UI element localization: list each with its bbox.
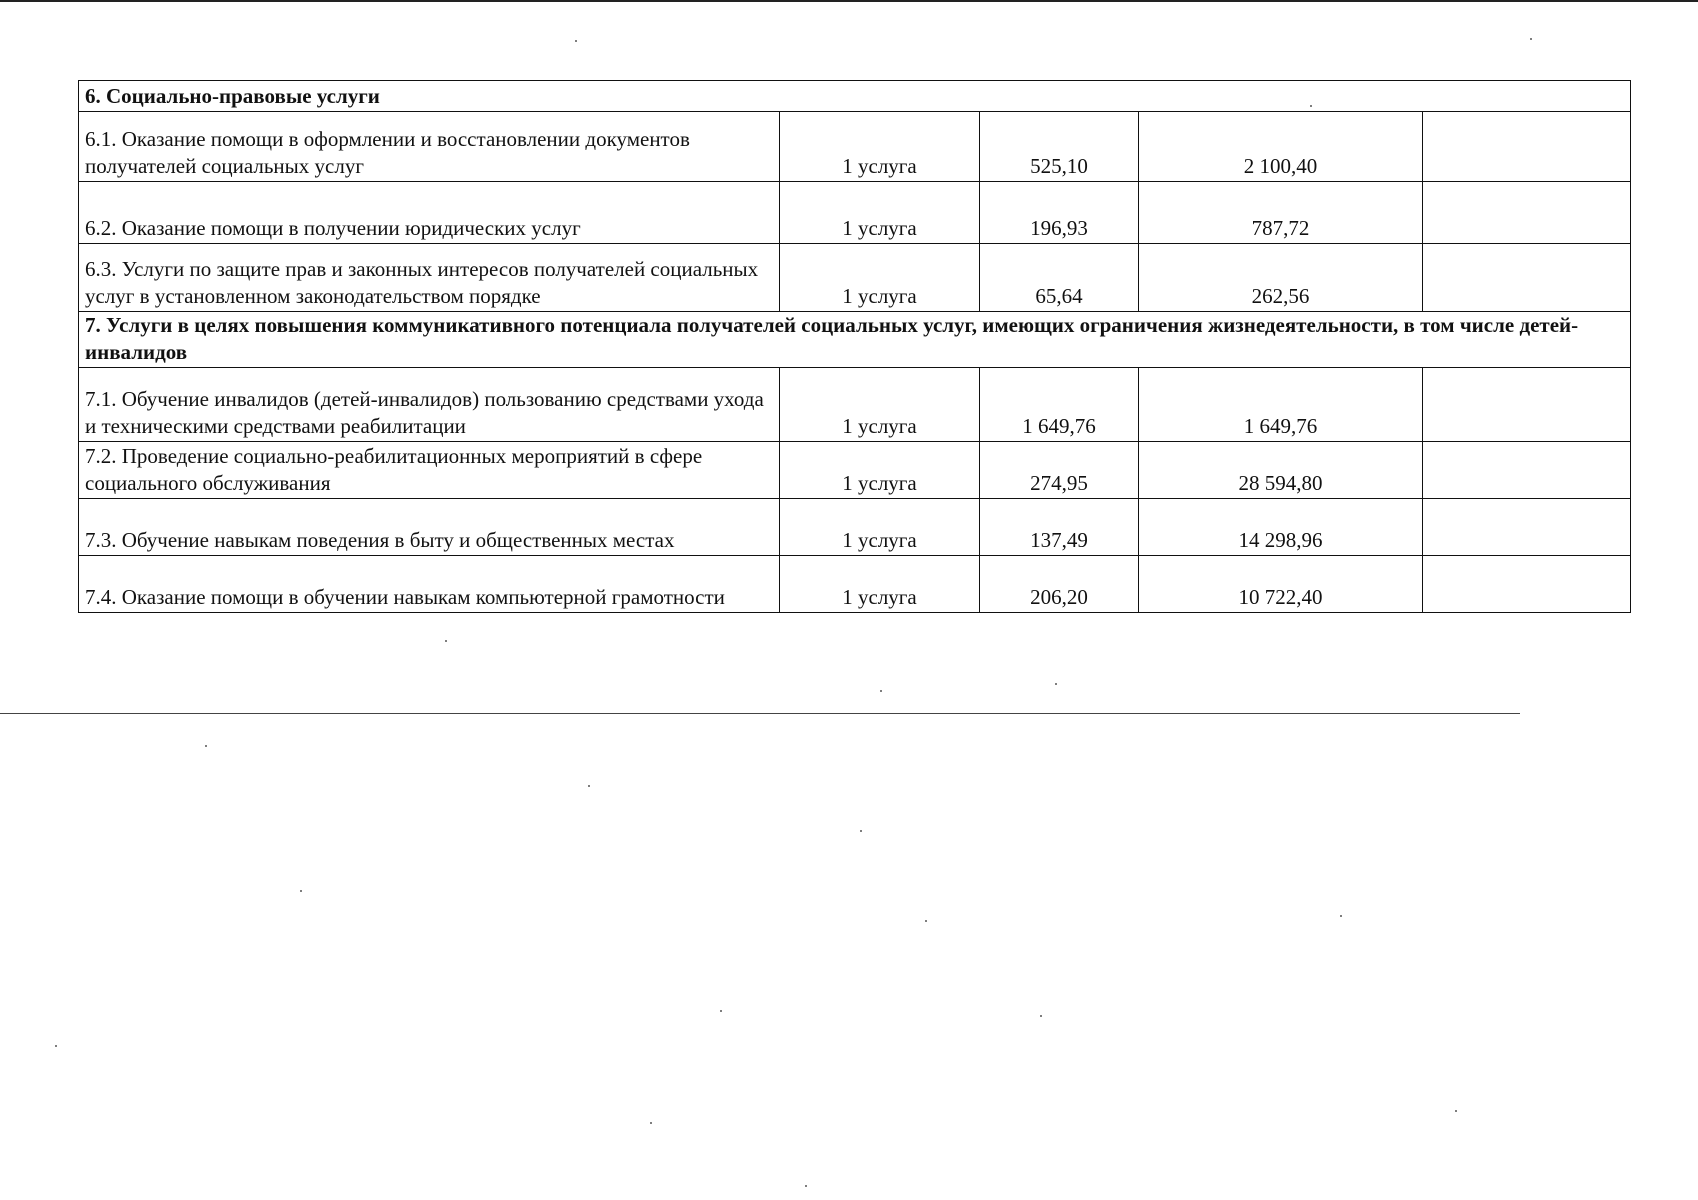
unit-cell: 1 услуга	[780, 442, 980, 499]
tariff-cell: 1 649,76	[980, 368, 1139, 442]
section-title: 7. Услуги в целях повышения коммуникативного потенциала получателей социальных услуг, имеющих ограничения жизнедеятельности, в том числе детей-инвалидов	[79, 312, 1631, 368]
scan-speck	[860, 830, 862, 832]
note-cell	[1423, 442, 1631, 499]
scan-speck	[880, 690, 882, 692]
tariff-cell: 137,49	[980, 499, 1139, 556]
tariff-cell: 196,93	[980, 182, 1139, 244]
unit-cell: 1 услуга	[780, 556, 980, 613]
unit-cell: 1 услуга	[780, 244, 980, 312]
note-cell	[1423, 112, 1631, 182]
total-cell: 2 100,40	[1139, 112, 1423, 182]
scan-speck	[575, 40, 577, 42]
table-row	[79, 368, 1631, 442]
scan-fold-line	[0, 713, 1520, 714]
scan-speck	[925, 920, 927, 922]
table-row	[79, 556, 1631, 613]
scan-edge-line	[0, 0, 1698, 2]
section-header-row	[79, 81, 1631, 112]
scan-speck	[1055, 683, 1057, 685]
section-title: 6. Социально-правовые услуги	[79, 81, 1631, 112]
scan-speck	[1340, 915, 1342, 917]
scan-speck	[1455, 1110, 1457, 1112]
total-cell: 14 298,96	[1139, 499, 1423, 556]
total-cell: 10 722,40	[1139, 556, 1423, 613]
total-cell: 1 649,76	[1139, 368, 1423, 442]
unit-cell: 1 услуга	[780, 182, 980, 244]
unit-cell: 1 услуга	[780, 368, 980, 442]
unit-cell: 1 услуга	[780, 499, 980, 556]
service-name-cell: 7.1. Обучение инвалидов (детей-инвалидов) пользованию средствами ухода и техническими средствами реабилитации	[79, 368, 780, 442]
table-row	[79, 112, 1631, 182]
total-cell: 787,72	[1139, 182, 1423, 244]
scan-speck	[55, 1045, 57, 1047]
scan-speck	[1530, 38, 1532, 40]
service-name-cell: 7.4. Оказание помощи в обучении навыкам компьютерной грамотности	[79, 556, 780, 613]
tariff-cell: 206,20	[980, 556, 1139, 613]
services-tariff-table	[78, 80, 1631, 613]
service-name-cell: 7.3. Обучение навыкам поведения в быту и общественных местах	[79, 499, 780, 556]
tariff-cell: 525,10	[980, 112, 1139, 182]
note-cell	[1423, 244, 1631, 312]
service-name-cell: 6.2. Оказание помощи в получении юридических услуг	[79, 182, 780, 244]
scan-speck	[588, 785, 590, 787]
tariff-cell: 274,95	[980, 442, 1139, 499]
unit-cell: 1 услуга	[780, 112, 980, 182]
table-row	[79, 244, 1631, 312]
scan-speck	[445, 640, 447, 642]
service-name-cell: 6.1. Оказание помощи в оформлении и восстановлении документов получателей социальных услуг	[79, 112, 780, 182]
note-cell	[1423, 368, 1631, 442]
section-header-row	[79, 312, 1631, 368]
table-row	[79, 499, 1631, 556]
scan-speck	[805, 1185, 807, 1187]
table-row	[79, 442, 1631, 499]
note-cell	[1423, 182, 1631, 244]
scan-speck	[720, 1010, 722, 1012]
table-row	[79, 182, 1631, 244]
scan-speck	[1040, 1015, 1042, 1017]
tariff-cell: 65,64	[980, 244, 1139, 312]
note-cell	[1423, 556, 1631, 613]
total-cell: 262,56	[1139, 244, 1423, 312]
total-cell: 28 594,80	[1139, 442, 1423, 499]
service-name-cell: 7.2. Проведение социально-реабилитационных мероприятий в сфере социального обслуживания	[79, 442, 780, 499]
note-cell	[1423, 499, 1631, 556]
service-name-cell: 6.3. Услуги по защите прав и законных интересов получателей социальных услуг в установленном законодательством порядке	[79, 244, 780, 312]
scan-speck	[650, 1122, 652, 1124]
scan-speck	[300, 890, 302, 892]
scan-speck	[205, 745, 207, 747]
